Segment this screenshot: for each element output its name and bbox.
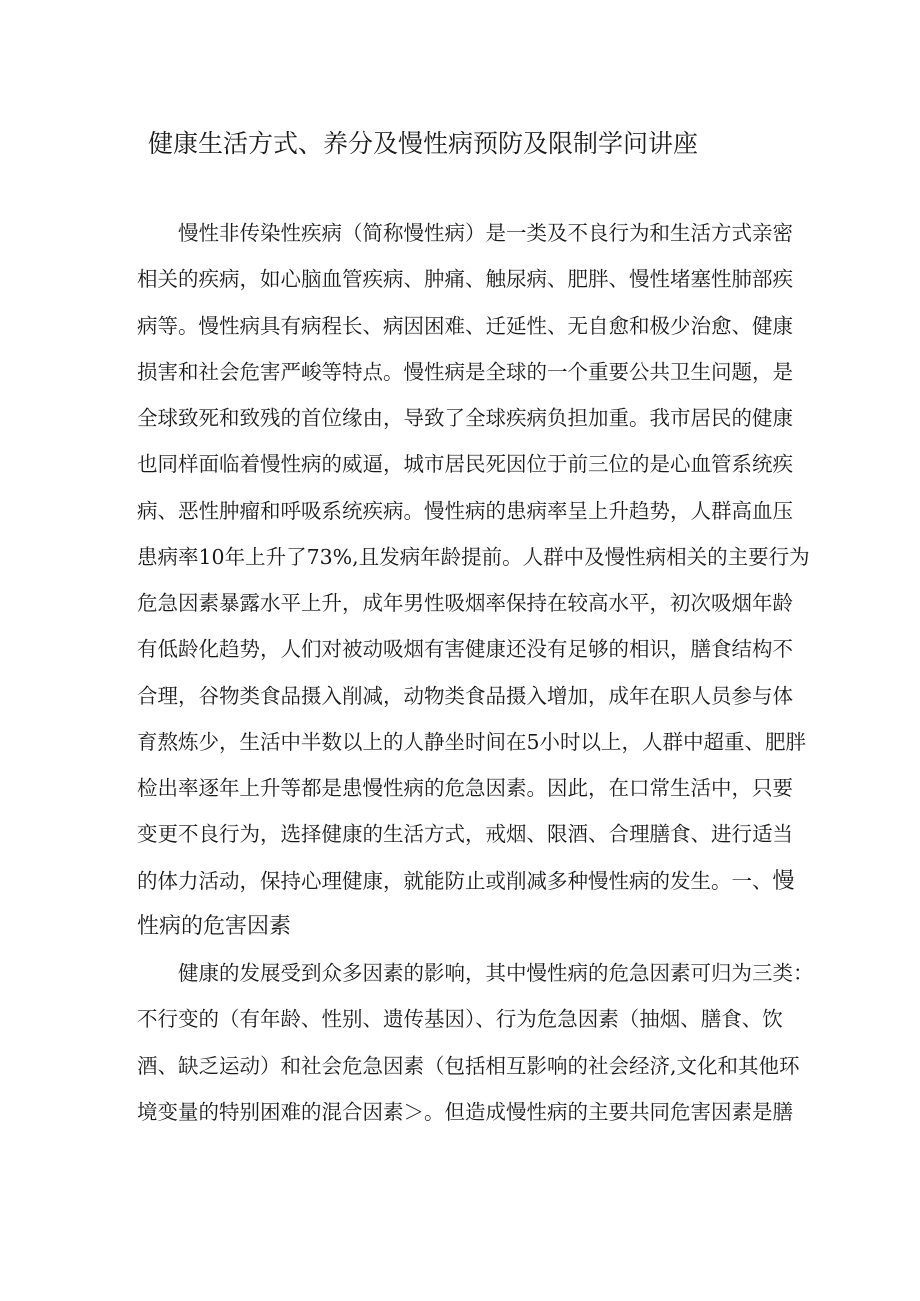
paragraph-line: 合理，谷物类食品摄入削减，动物类食品摄入增加，成年在职人员参与体 xyxy=(137,683,793,708)
paragraph-line: 有低龄化趋势，人们对被动吸烟有害健康还没有足够的相识，膳食结构不 xyxy=(137,637,793,662)
page-title: 健康生活方式、养分及慢性病预防及限制学问讲座 xyxy=(148,129,699,158)
paragraph-line: 也同样面临着慢性病的威逼，城市居民死因位于前三位的是心血管系统疾 xyxy=(137,452,793,477)
paragraph-line: 相关的疾病，如心脑血管疾病、肿痛、触尿病、肥胖、慢性堵塞性肺部疾 xyxy=(137,267,793,292)
paragraph-line: 慢性非传染性疾病（简称慢性病）是一类及不良行为和生活方式亲密 xyxy=(178,221,793,245)
paragraph-line: 损害和社会危害严峻等特点。慢性病是全球的一个重要公共卫生问题，是 xyxy=(137,359,793,384)
paragraph-line: 全球致死和致残的首位缘由，导致了全球疾病负担加重。我市居民的健康 xyxy=(137,406,793,430)
paragraph-line: 患病率10年上升了73%,且发病年龄提前。人群中及慢性病相关的主要行为 xyxy=(137,544,810,569)
paragraph-line: 病、恶性肿瘤和呼吸系统疾病。慢性病的患病率呈上升趋势，人群高血压 xyxy=(137,498,793,523)
paragraph-line: 变更不良行为，选择健康的生活方式，戒烟、限酒、合理膳食、进行适当 xyxy=(137,822,793,847)
paragraph-line: 危急因素暴露水平上升，成年男性吸烟率保持在较高水平，初次吸烟年龄 xyxy=(137,591,793,615)
section-heading: 性病的危害因素 xyxy=(137,913,292,939)
paragraph-line: 酒、缺乏运动）和社会危急因素（包括相互影响的社会经济,文化和其他环 xyxy=(137,1053,800,1078)
document-body xyxy=(137,210,814,1135)
paragraph-line xyxy=(137,858,795,904)
paragraph-line: 不行变的（有年龄、性别、遗传基因）、行为危急因素（抽烟、膳食、饮 xyxy=(137,1007,783,1032)
section-heading-start: 慢 xyxy=(772,868,795,894)
paragraph-line: 检出率逐年上升等都是患慢性病的危急因素。因此，在口常生活中，只要 xyxy=(137,776,793,800)
paragraph-line: 病等。慢性病具有病程长、病因困难、迁延性、无自愈和极少治愈、健康 xyxy=(137,313,793,338)
paragraph-line: 健康的发展受到众多因素的影响，其中慢性病的危急因素可归为三类： xyxy=(178,961,814,985)
paragraph-line: 育熬炼少，生活中半数以上的人静坐时间在5小时以上，人群中超重、肥胖 xyxy=(137,729,807,754)
paragraph-text: 的体力活动，保持心理健康，就能防止或削减多种慢性病的发生。一、 xyxy=(137,868,773,893)
paragraph-line: 境变量的特别困难的混合因素＞。但造成慢性病的主要共同危害因素是膳 xyxy=(137,1099,793,1124)
